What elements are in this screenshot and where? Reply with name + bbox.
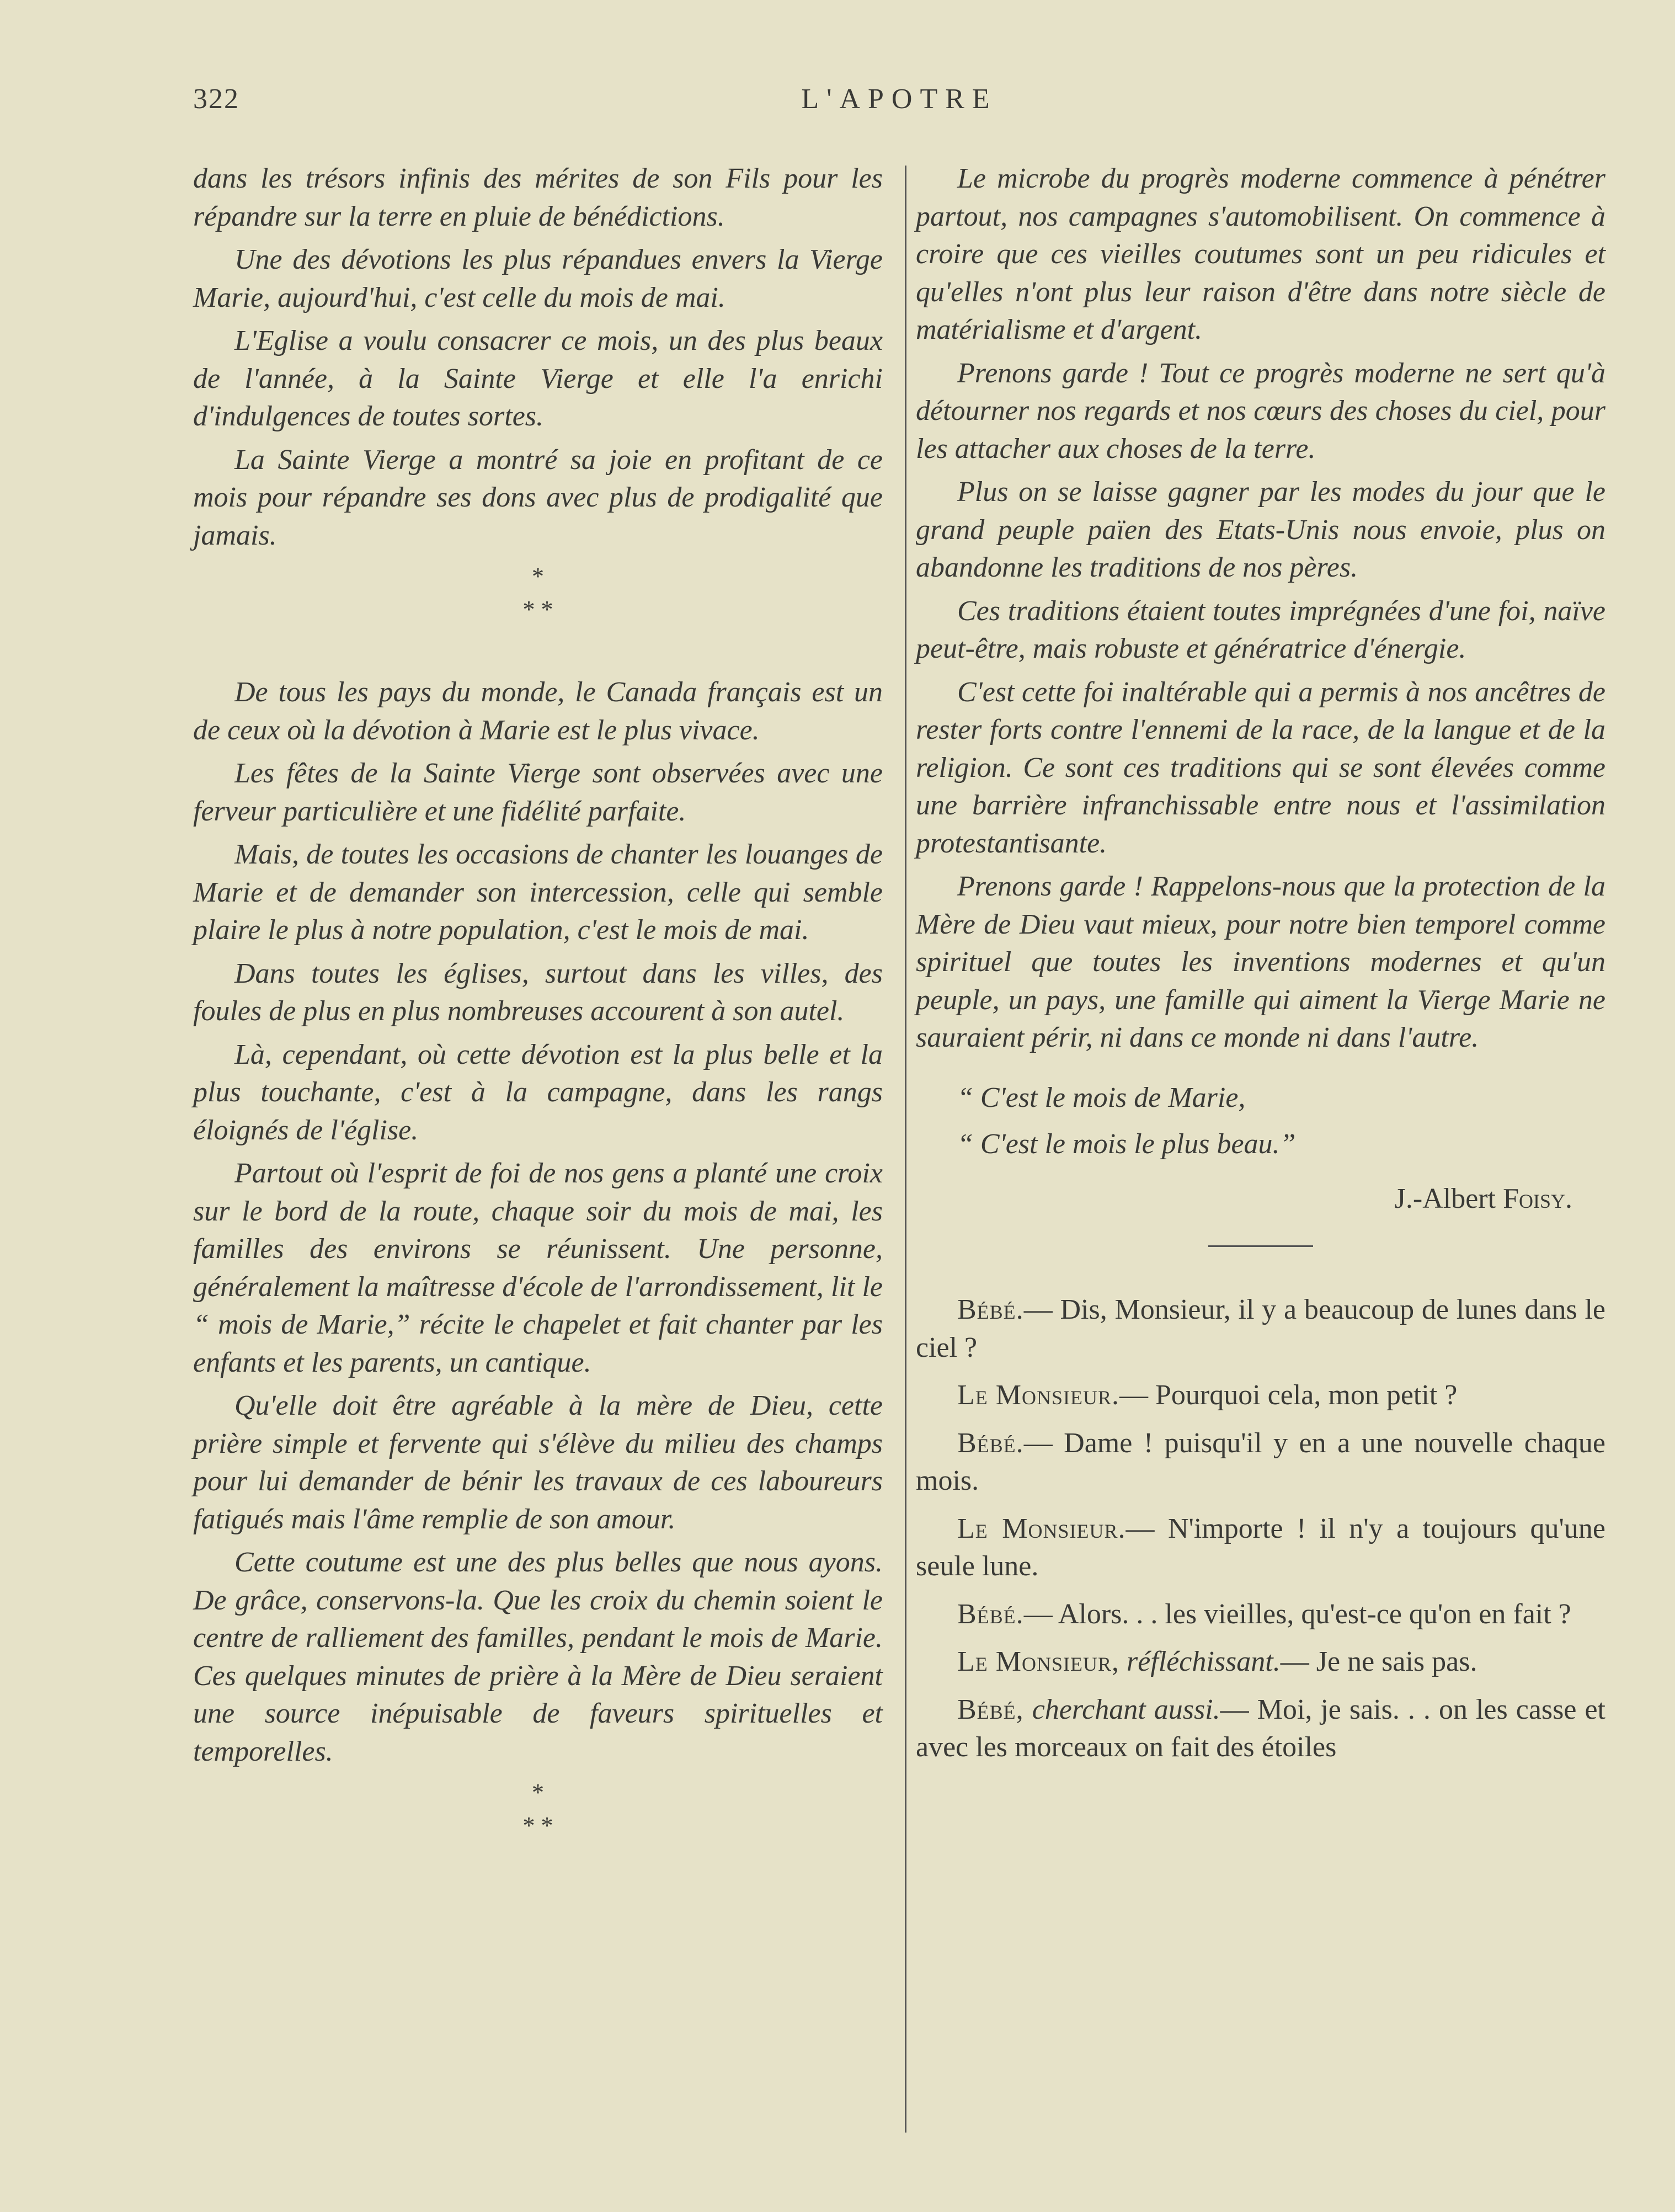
right-column <box>916 160 1605 1777</box>
paragraph: Ces traditions étaient toutes imprégnées d'une foi, naïve peut-être, mais robuste et génératrice d'énergie. <box>916 595 1605 664</box>
dialogue-speaker: Le Monsieur, <box>957 1646 1119 1677</box>
paragraph: De tous les pays du monde, le Canada français est un de ceux où la dévotion à Marie est le plus vivace. <box>193 676 883 746</box>
dialogue-speaker: Le Monsieur. <box>957 1379 1119 1411</box>
separator-stars: * * <box>522 596 553 623</box>
end-separator <box>193 1776 883 1842</box>
running-title: L'APOTRE <box>801 83 997 115</box>
dialogue-line <box>916 1691 1605 1767</box>
poem-quote <box>916 1079 1605 1164</box>
paragraph: Partout où l'esprit de foi de nos gens a planté une croix sur le bord de la route, chaque soir du mois de mai, les familles des environs se réunissent. Une personne, généralement la maîtresse d'école de l'arrondissement, lit le “ mois de Marie,” récite le chapelet et fait chanter par les enfants et les parents, un cantique. <box>193 1158 883 1378</box>
poem-line: “ C'est le mois le plus beau.” <box>957 1128 1296 1160</box>
dialogue-text: — Alors. . . les vieilles, qu'est-ce qu'on en fait ? <box>1023 1598 1571 1630</box>
paragraph: Une des dévotions les plus répandues envers la Vierge Marie, aujourd'hui, c'est celle du mois de mai. <box>193 244 883 313</box>
section-rule <box>1208 1245 1313 1247</box>
column-divider <box>905 166 906 2133</box>
signature-first-name: J.-Albert <box>1394 1182 1496 1214</box>
stage-direction: réfléchissant. <box>1127 1646 1281 1677</box>
paragraph: Là, cependant, où cette dévotion est la plus belle et la plus touchante, c'est à la campagne, dans les rangs éloignés de l'église. <box>193 1038 883 1146</box>
paragraph: Cette coutume est une des plus belles que nous ayons. De grâce, conservons-la. Que les croix du chemin soient le centre de ralliement des familles, pendant le mois de Marie. Ces quelques minutes de prière à la Mère de Dieu seraient une source inépuisable de faveurs spirituelles et temporelles. <box>193 1547 883 1767</box>
paragraph: Dans toutes les églises, surtout dans les villes, des foules de plus en plus nombreuses accourent à son autel. <box>193 957 883 1027</box>
paragraph: C'est cette foi inaltérable qui a permis à nos ancêtres de rester forts contre l'ennemi de la race, de la langue et de la religion. Ce sont ces traditions qui se sont élevées comme une barrière infranchissable entre nous et l'assimilation protestantisante. <box>916 676 1605 859</box>
dialogue-text: — Pourquoi cela, mon petit ? <box>1119 1379 1458 1411</box>
dialogue-speaker: Bébé. <box>957 1598 1024 1630</box>
separator-star: * <box>532 563 544 590</box>
dialogue-line <box>916 1425 1605 1500</box>
dialogue-line <box>916 1596 1605 1634</box>
dialogue-line <box>916 1643 1605 1681</box>
paragraph: Qu'elle doit être agréable à la mère de Dieu, cette prière simple et fervente qui s'élève du milieu des champs pour lui demander de bénir les travaux de ces laboureurs fatigués mais l'âme remplie de son amour. <box>193 1390 883 1535</box>
stage-direction: cherchant aussi. <box>1032 1693 1220 1725</box>
paragraph: Les fêtes de la Sainte Vierge sont observées avec une ferveur particulière et une fidélité parfaite. <box>193 758 883 827</box>
paragraph: La Sainte Vierge a montré sa joie en profitant de ce mois pour répandre ses dons avec plus de prodigalité que jamais. <box>193 444 883 551</box>
dialogue <box>916 1291 1605 1767</box>
dialogue-text: — Moi, je sais. . . on les casse et avec les morceaux on fait des étoiles <box>916 1693 1605 1763</box>
dialogue-line <box>916 1291 1605 1367</box>
dialogue-text: — Dame ! puisqu'il y en a une nouvelle chaque mois. <box>916 1427 1605 1496</box>
dialogue-text: — Je ne sais pas. <box>1280 1646 1477 1677</box>
paragraph: Mais, de toutes les occasions de chanter les louanges de Marie et de demander son intercession, celle qui semble plaire le plus à notre population, c'est le mois de mai. <box>193 839 883 946</box>
signature-last-name: Foisy. <box>1503 1182 1572 1214</box>
page-number: 322 <box>193 83 239 115</box>
dialogue-speaker: Bébé. <box>957 1294 1024 1325</box>
dialogue-text: — Dis, Monsieur, il y a beaucoup de lunes dans le ciel ? <box>916 1294 1605 1363</box>
poem-line: “ C'est le mois de Marie, <box>957 1081 1246 1113</box>
paragraph: L'Eglise a voulu consacrer ce mois, un des plus beaux de l'année, à la Sainte Vierge et elle l'a enrichi d'indulgences de toutes sortes. <box>193 325 883 432</box>
dialogue-text: — N'importe ! il n'y a toujours qu'une seule lune. <box>916 1512 1605 1582</box>
author-signature <box>916 1180 1572 1218</box>
section-separator <box>193 560 883 626</box>
dialogue-speaker: Bébé, <box>957 1693 1024 1725</box>
paragraph: Plus on se laisse gagner par les modes du jour que le grand peuple païen des Etats-Unis nous envoie, plus on abandonne les traditions de nos pères. <box>916 476 1605 583</box>
left-column <box>193 160 883 1846</box>
separator-stars: * * <box>522 1812 553 1839</box>
separator-star: * <box>532 1779 544 1806</box>
paragraph: dans les trésors infinis des mérites de son Fils pour les répandre sur la terre en pluie de bénédictions. <box>193 163 883 232</box>
page-header <box>193 83 1605 132</box>
dialogue-speaker: Bébé. <box>957 1427 1024 1459</box>
paragraph: Prenons garde ! Rappelons-nous que la protection de la Mère de Dieu vaut mieux, pour notre bien temporel comme spirituel que toutes les inventions modernes et qu'un peuple, un pays, une famille qui aiment la Vierge Marie ne sauraient périr, ni dans ce monde ni dans l'autre. <box>916 871 1605 1053</box>
dialogue-line <box>916 1510 1605 1586</box>
dialogue-speaker: Le Monsieur. <box>957 1512 1126 1544</box>
paragraph: Le microbe du progrès moderne commence à pénétrer partout, nos campagnes s'automobilisent. On commence à croire que ces vieilles coutumes sont un peu ridicules et qu'elles n'ont plus leur raison d'être dans notre siècle de matérialisme et d'argent. <box>916 163 1605 345</box>
dialogue-line <box>916 1377 1605 1415</box>
paragraph: Prenons garde ! Tout ce progrès moderne ne sert qu'à détourner nos regards et nos cœurs des choses du ciel, pour les attacher aux choses de la terre. <box>916 357 1605 465</box>
